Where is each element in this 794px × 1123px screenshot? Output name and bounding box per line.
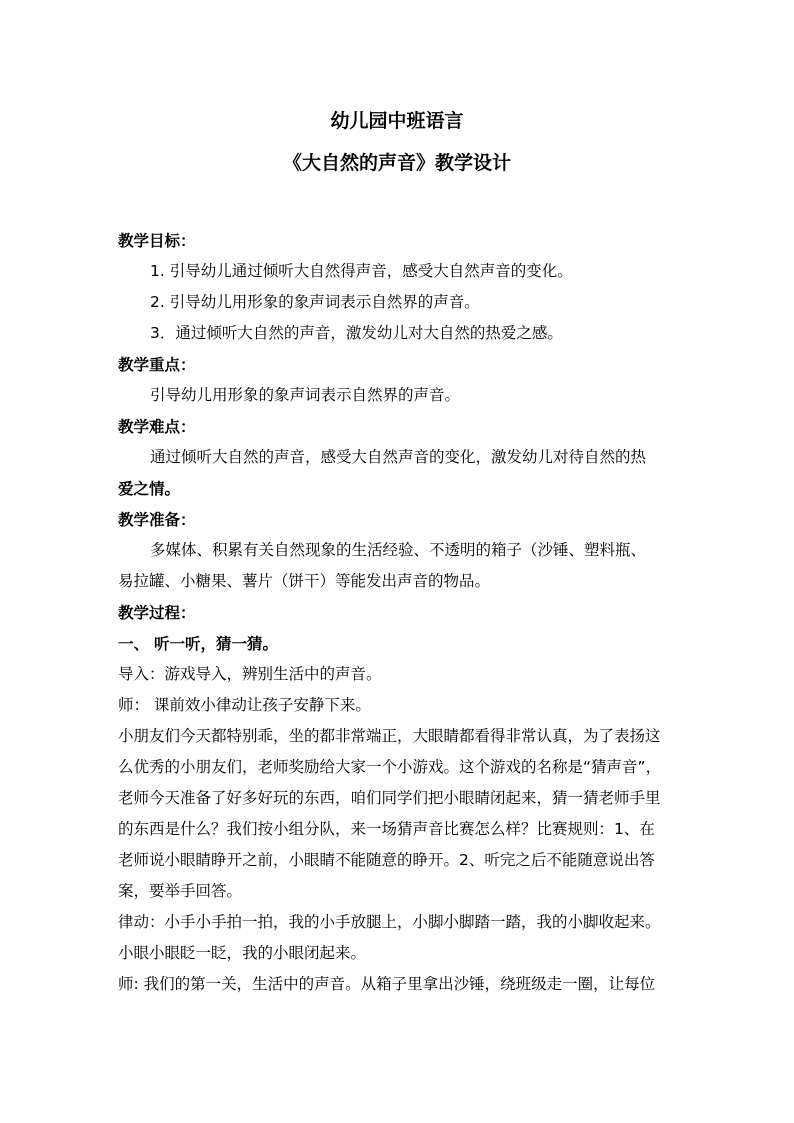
- key-point-heading: 教学重点：: [118, 355, 196, 374]
- process-line: 师： 课前效小律动让孩子安静下来。: [118, 696, 371, 714]
- process-line: 导入：游戏导入，辨别生活中的声音。: [118, 665, 382, 683]
- document-body: [118, 225, 688, 1000]
- objectives-heading: 教学目标：: [118, 231, 196, 250]
- difficulty-heading: 教学难点：: [118, 417, 196, 436]
- process-line: 小朋友们今天都特别乖，坐的都非常端正，大眼睛都看得非常认真，为了表扬这: [118, 727, 661, 745]
- process-line: 的东西是什么？我们按小组分队，来一场猜声音比赛怎么样？比赛规则：1、在: [118, 820, 655, 838]
- difficulty-text-continued: 爱之情。: [118, 479, 181, 498]
- process-heading: 教学过程：: [118, 603, 196, 622]
- objective-item: 3．通过倾听大自然的声音，激发幼儿对大自然的热爱之感。: [150, 324, 563, 342]
- process-line: 师: 我们的第一关，生活中的声音。从箱子里拿出沙锤，绕班级走一圈，让每位: [118, 975, 656, 993]
- process-line: 么优秀的小朋友们，老师奖励给大家一个小游戏。这个游戏的名称是“猜声音”，: [118, 758, 662, 776]
- key-point-text: 引导幼儿用形象的象声词表示自然界的声音。: [150, 386, 461, 404]
- document-title: 幼儿园中班语言: [330, 110, 464, 132]
- objective-item: 1. 引导幼儿通过倾听大自然得声音，感受大自然声音的变化。: [150, 262, 573, 280]
- document-subtitle: 《大自然的声音》教学设计: [282, 152, 511, 174]
- process-line: 小眼小眼眨一眨，我的小眼闭起来。: [118, 944, 367, 962]
- process-line: 老师说小眼睛睁开之前，小眼睛不能随意的睁开。2、听完之后不能随意说出答: [118, 851, 655, 869]
- preparation-heading: 教学准备：: [118, 510, 196, 529]
- preparation-text: 多媒体、积累有关自然现象的生活经验、不透明的箱子（沙锤、塑料瓶、: [150, 541, 647, 559]
- process-line: 律动：小手小手拍一拍，我的小手放腿上，小脚小脚踏一踏，我的小脚收起来。: [118, 913, 661, 931]
- preparation-text-continued: 易拉罐、小糖果、薯片（饼干）等能发出声音的物品。: [118, 572, 491, 590]
- objective-item: 2. 引导幼儿用形象的象声词表示自然界的声音。: [150, 293, 480, 311]
- process-line: 案，要举手回答。: [118, 882, 243, 900]
- section-number: 一、: [118, 634, 150, 653]
- section-heading: [118, 628, 688, 659]
- process-line: 老师今天准备了好多好玩的东西，咱们同学们把小眼睛闭起来，猜一猜老师手里: [118, 789, 661, 807]
- difficulty-text: 通过倾听大自然的声音，感受大自然声音的变化，激发幼儿对待自然的热: [150, 448, 647, 466]
- section-title: 听一听，猜一猜。: [154, 634, 279, 653]
